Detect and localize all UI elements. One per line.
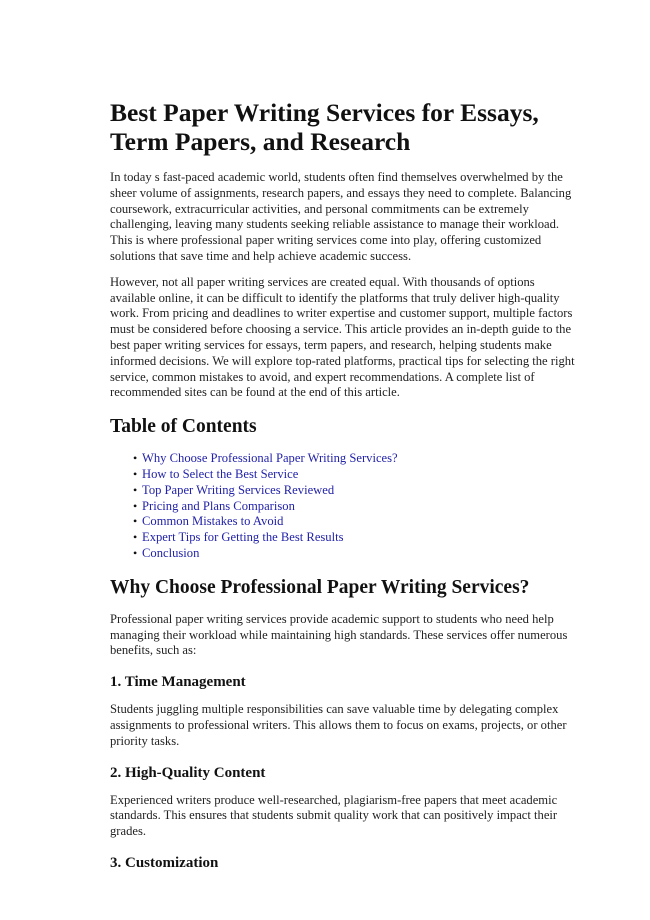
- benefit-heading-time-management: 1. Time Management: [110, 674, 246, 691]
- bullet-icon: •: [133, 466, 138, 481]
- intro-paragraph-2: However, not all paper writing services are created equal. With thousands of options available online, it can be difficult to identify the platforms that truly deliver high-quality work. From pricing and deadlines to writer expertise and customer support, multiple factors must be considered before choosing a service. This article provides an in-depth guide to the best paper writing services for essays, term papers, and research, helping students make informed decisions. We will explore top-rated platforms, practical tips for selecting the right service, common mistakes to avoid, and expert recommendations. A complete list of recommended sites can be found at the end of this article.: [110, 274, 575, 400]
- toc-link-top-services[interactable]: Top Paper Writing Services Reviewed: [142, 482, 335, 497]
- bullet-icon: •: [133, 545, 138, 560]
- benefit-heading-customization: 3. Customization: [110, 854, 219, 871]
- section-paragraph: Professional paper writing services provide academic support to students who need help managing their workload while maintaining high standards. These services offer numerous benefits, such as:: [110, 611, 568, 658]
- bullet-icon: •: [133, 482, 138, 497]
- bullet-icon: •: [133, 530, 138, 545]
- bullet-icon: •: [133, 451, 138, 466]
- toc-item: [133, 498, 580, 515]
- section-heading-why-choose: Why Choose Professional Paper Writing Services?: [110, 576, 530, 598]
- toc-link-how-to-select[interactable]: How to Select the Best Service: [142, 466, 299, 481]
- benefit-text-time-management: Students juggling multiple responsibilities can save valuable time by delegating complex assignments to professional writers. This allows them to focus on exams, projects, or other priority tasks.: [110, 702, 567, 748]
- table-of-contents: [110, 451, 580, 562]
- benefit-text-high-quality: Experienced writers produce well-researched, plagiarism-free papers that meet academic standards. This ensures that students submit quality work that can positively impact their grades.: [110, 792, 558, 839]
- page-title: Best Paper Writing Services for Essays, Term Papers, and Research: [110, 98, 539, 156]
- toc-item: [133, 514, 580, 530]
- toc-link-why-choose[interactable]: Why Choose Professional Paper Writing Services?: [142, 451, 398, 466]
- toc-heading: Table of Contents: [110, 416, 257, 438]
- toc-item: [133, 482, 580, 499]
- bullet-icon: •: [133, 498, 138, 513]
- benefit-heading-high-quality: 2. High-Quality Content: [110, 764, 266, 781]
- toc-link-pricing[interactable]: Pricing and Plans Comparison: [142, 498, 295, 513]
- bullet-icon: •: [133, 514, 138, 529]
- toc-link-mistakes[interactable]: Common Mistakes to Avoid: [142, 514, 284, 529]
- intro-paragraph-1: In today s fast-paced academic world, students often find themselves overwhelmed by the sheer volume of assignments, research papers, and essays they need to complete. Balancing coursework, extracurricular activities, and personal commitments can be extremely challenging, leaving many students seeking reliable assistance to manage their workload. This is where professional paper writing services come into play, offering customized solutions that save time and help achieve academic success.: [110, 170, 572, 263]
- toc-item: [133, 545, 580, 562]
- toc-item: [133, 451, 580, 467]
- toc-link-expert-tips[interactable]: Expert Tips for Getting the Best Results: [142, 530, 344, 545]
- toc-link-conclusion[interactable]: Conclusion: [142, 545, 200, 560]
- toc-item: [133, 530, 580, 546]
- toc-item: [133, 466, 580, 483]
